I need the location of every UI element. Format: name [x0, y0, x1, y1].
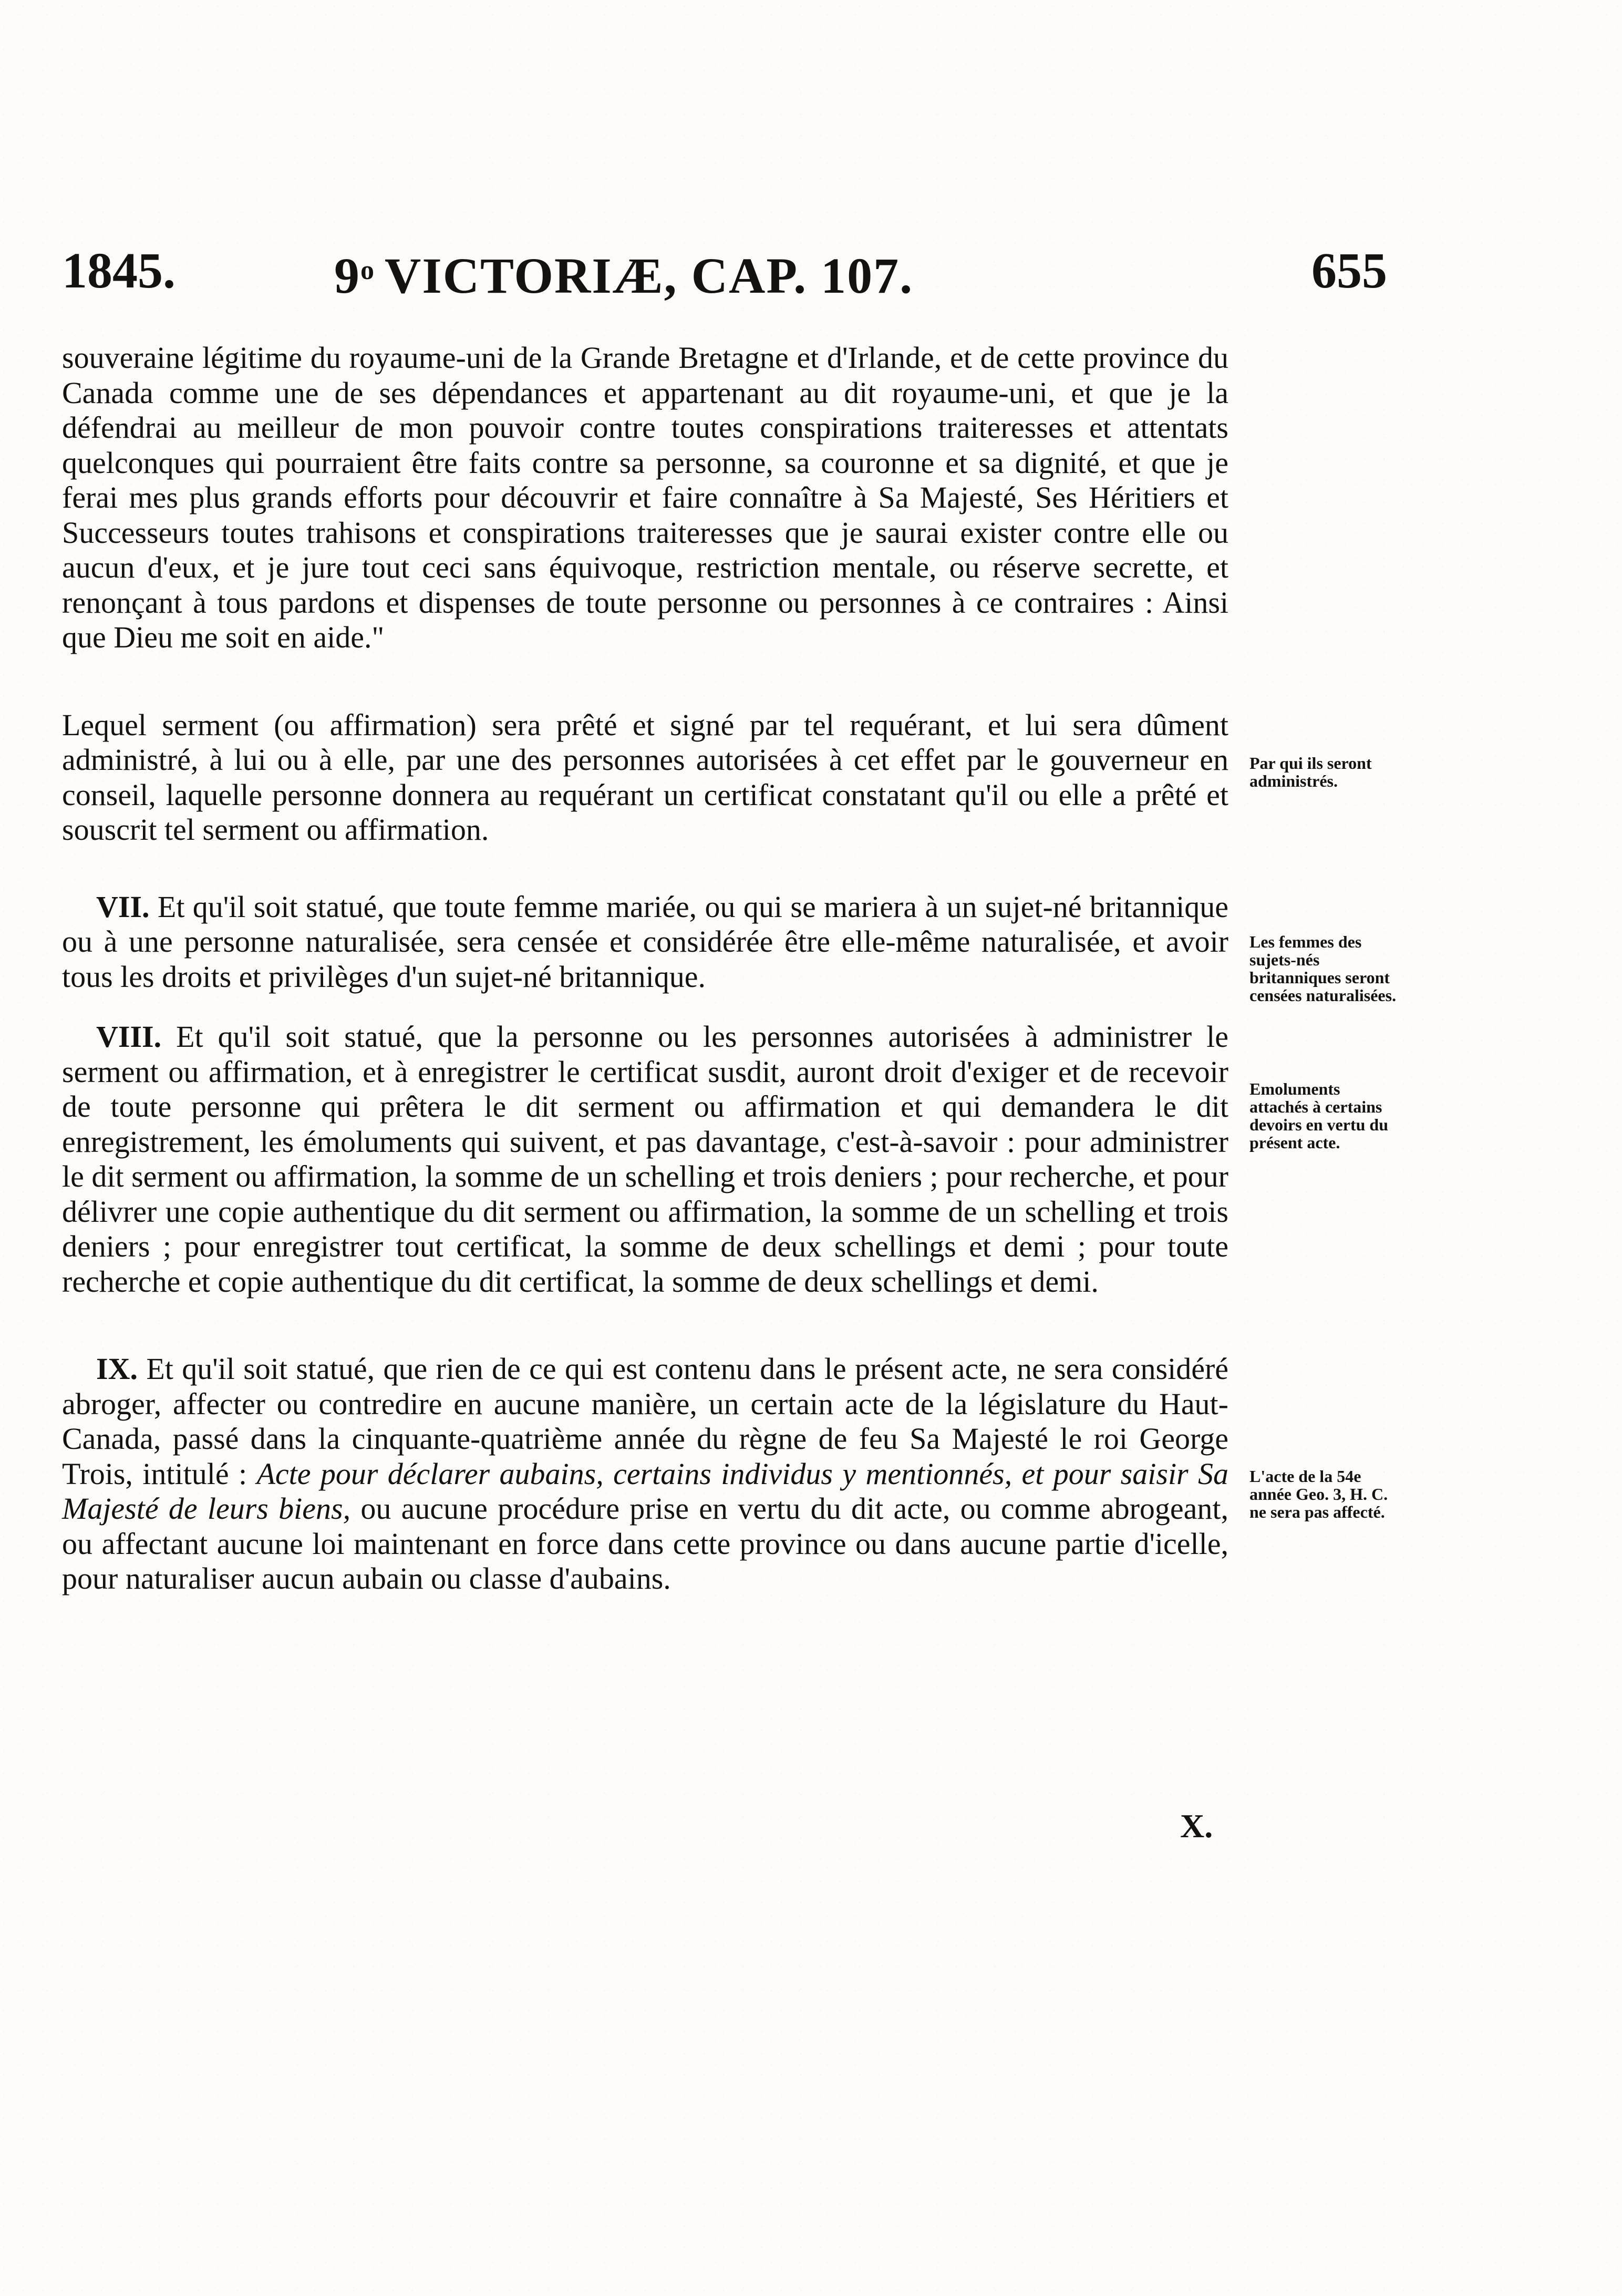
page-number: 655 — [1311, 242, 1387, 298]
header-title — [334, 236, 913, 310]
margin-note-administration: Par qui ils seront administrés. — [1249, 754, 1372, 790]
header-year: 1845. — [62, 242, 175, 298]
section-viii — [62, 1020, 1228, 1299]
catchword: X. — [1180, 1807, 1213, 1845]
margin-note-married-women: Les femmes des sujets-nés britanniques seront censées naturalisées. — [1249, 932, 1397, 1005]
section-number-vii: VII. — [96, 889, 150, 924]
section-viii-text: Et qu'il soit statué, que la personne ou les personnes autorisées à administrer le serment ou affirmation, et à enregistrer le certificat susdit, auront droit d'exiger et de recevoir de toute personne qui prêtera le dit serment ou affirmation et qui demandera le dit enregistrement, les émoluments qui suivent, et pas davantage, c'est-à-savoir : pour administrer le dit serment ou affirmation, la somme de un schelling et trois deniers ; pour recherche, et pour délivrer une copie authentique du dit serment ou affirmation, la somme de un schelling et trois deniers ; pour enregistrer tout certificat, la somme de deux schellings et demi ; pour toute recherche et copie authentique du dit certificat, la somme de deux schellings et demi. — [62, 1020, 1229, 1299]
section-vii — [62, 890, 1228, 995]
body-text — [62, 341, 1228, 1597]
regnal-superscript: o — [360, 255, 375, 285]
section-ix-act-title: Acte pour déclarer aubains, certains individus y mentionnés, et pour saisir Sa Majesté de leurs biens, — [62, 1456, 1228, 1526]
section-ix-text-a: Et qu'il soit statué, que rien de ce qui est contenu dans le présent acte, ne sera considéré abroger, affecter ou contredire en aucune manière, un certain acte de la législature du Haut-Canada, passé dans la cinquante-quatrième année du règne de feu Sa Majesté le roi George Trois, intitulé : — [62, 1352, 1228, 1491]
section-ix — [62, 1352, 1228, 1597]
section-number-ix: IX. — [96, 1352, 138, 1386]
running-header — [62, 236, 1387, 305]
section-vii-text: Et qu'il soit statué, que toute femme mariée, ou qui se mariera à un sujet-né britannique ou à une personne naturalisée, sera censée et considérée être elle-même naturalisée, et avoir tous les droits et privilèges d'un sujet-né britannique. — [62, 889, 1229, 994]
regnal-number: 9 — [334, 248, 360, 304]
paragraph-oath-continuation: souveraine légitime du royaume-uni de la Grande Bretagne et d'Irlande, et de cette province du Canada comme une de ses dépendances et appartenant au dit royaume-uni, et que je la défendrai au meilleur de mon pouvoir contre toutes conspirations traiteresses et attentats quelconques qui pourraient être faits contre sa personne, sa couronne et sa dignité, et que je ferai mes plus grands efforts pour découvrir et faire connaître à Sa Majesté, Ses Héritiers et Successeurs toutes trahisons et conspirations traiteresses que je saurai exister contre elle ou aucun d'eux, et je jure tout ceci sans équivoque, restriction mentale, ou réserve secrette, et renonçant à tous pardons et dispenses de toute personne ou personnes à ce contraires : Ainsi que Dieu me soit en aide." — [62, 341, 1228, 654]
margin-note-emoluments: Emoluments attachés à certains devoirs en vertu du présent acte. — [1249, 1079, 1388, 1152]
chapter-title: VICTORIÆ, CAP. 107. — [385, 248, 914, 304]
section-number-viii: VIII. — [96, 1020, 162, 1054]
margin-note-upper-canada-act: L'acte de la 54e année Geo. 3, H. C. ne sera pas affecté. — [1249, 1467, 1388, 1521]
section-ix-text-b: ou aucune procédure prise en vertu du dit acte, ou comme abrogeant, ou affectant aucune loi maintenant en force dans cette province ou dans aucune partie d'icelle, pour naturaliser aucun aubain ou classe d'aubains. — [62, 1491, 1228, 1595]
paragraph-lequel: Lequel serment (ou affirmation) sera prêté et signé par tel requérant, et lui sera dûment administré, à lui ou à elle, par une des personnes autorisées à cet effet par le gouverneur en conseil, laquelle personne donnera au requérant un certificat constatant qu'il ou elle a prêté et souscrit tel serment ou affirmation. — [62, 707, 1228, 847]
